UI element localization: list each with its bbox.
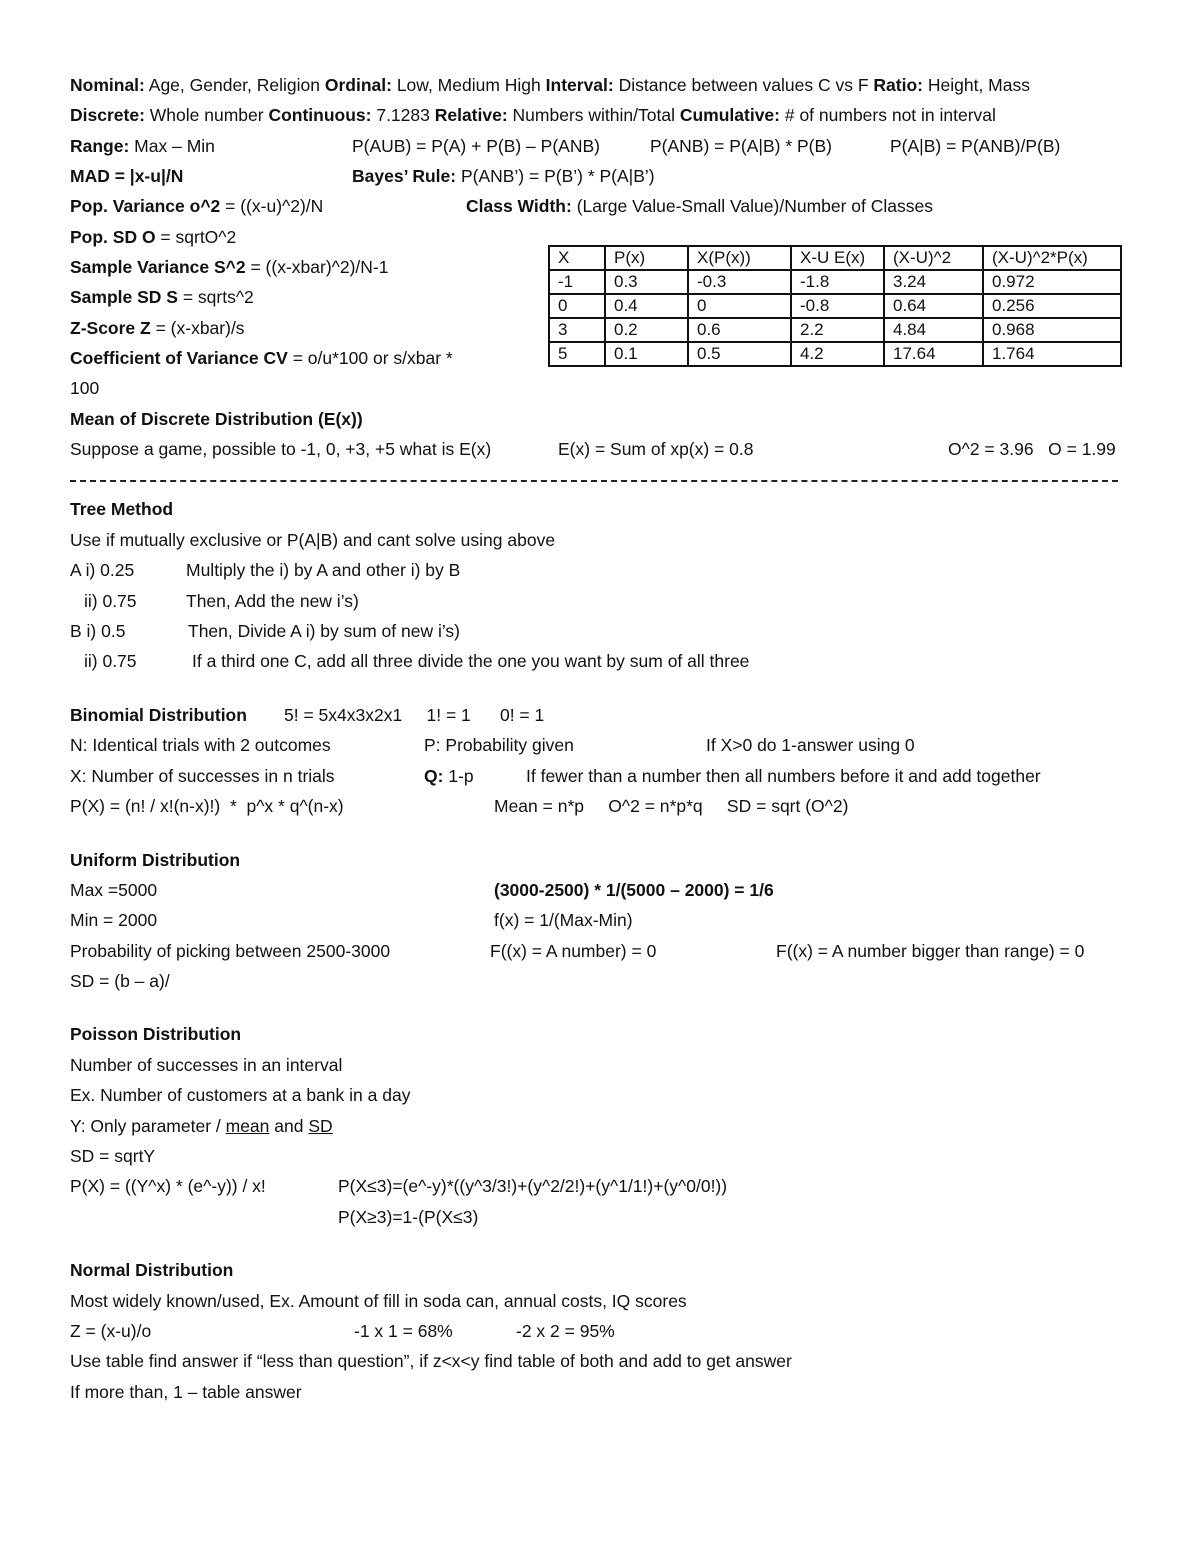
z-score-label: Z-Score Z bbox=[70, 318, 151, 338]
pop-variance-value: = ((x-u)^2)/N bbox=[220, 196, 324, 216]
pop-variance-label: Pop. Variance o^2 bbox=[70, 196, 221, 216]
table-cell: 0.972 bbox=[983, 270, 1121, 294]
poisson-ge3: P(X≥3)=1-(P(X≤3) bbox=[338, 1207, 479, 1227]
binomial-heading: Binomial Distribution bbox=[70, 705, 247, 725]
table-header-cell: P(x) bbox=[605, 246, 688, 270]
table-cell: -1 bbox=[549, 270, 605, 294]
uniform-prob: Probability of picking between 2500-3000 bbox=[70, 941, 391, 961]
binomial-x-greater-zero: If X>0 do 1-answer using 0 bbox=[706, 735, 915, 755]
uniform-fx: f(x) = 1/(Max-Min) bbox=[494, 910, 633, 930]
table-cell: -0.3 bbox=[688, 270, 791, 294]
table-cell: 1.764 bbox=[983, 342, 1121, 366]
poisson-sd: SD = sqrtY bbox=[70, 1146, 156, 1166]
poisson-mean-text: mean bbox=[225, 1116, 270, 1136]
tree-a-ii-note: Then, Add the new i’s) bbox=[186, 591, 359, 611]
table-cell: 0.4 bbox=[605, 294, 688, 318]
poisson-and-text: and bbox=[269, 1116, 309, 1136]
expected-value-table bbox=[548, 245, 1122, 367]
table-cell: 0 bbox=[549, 294, 605, 318]
binomial-n: N: Identical trials with 2 outcomes bbox=[70, 735, 331, 755]
tree-b-i: B i) 0.5 bbox=[70, 621, 126, 641]
sample-variance-label: Sample Variance S^2 bbox=[70, 257, 246, 277]
section-divider bbox=[70, 480, 1118, 482]
table-cell: 0.5 bbox=[688, 342, 791, 366]
binomial-x: X: Number of successes in n trials bbox=[70, 766, 335, 786]
types-line-2 bbox=[70, 104, 996, 126]
table-cell: 4.2 bbox=[791, 342, 884, 366]
ordinal-value: Low, Medium High bbox=[391, 75, 546, 95]
poisson-line-3 bbox=[70, 1115, 333, 1137]
normal-line-4: If more than, 1 – table answer bbox=[70, 1382, 302, 1402]
table-cell: 2.2 bbox=[791, 318, 884, 342]
table-cell: 0.2 bbox=[605, 318, 688, 342]
ratio-value: Height, Mass bbox=[923, 75, 1030, 95]
relative-value: Numbers within/Total bbox=[507, 105, 680, 125]
cv-continued: 100 bbox=[70, 378, 100, 398]
uniform-sd: SD = (b – a)/ bbox=[70, 971, 170, 991]
sample-variance bbox=[70, 256, 389, 278]
binomial-mean: Mean = n*p O^2 = n*p*q SD = sqrt (O^2) bbox=[494, 796, 849, 816]
mad-formula: MAD = |x-u|/N bbox=[70, 166, 184, 186]
bayes-value: P(ANB’) = P(B’) * P(A|B’) bbox=[456, 166, 655, 186]
cv-label: Coefficient of Variance CV bbox=[70, 348, 288, 368]
tree-a-i: A i) 0.25 bbox=[70, 560, 135, 580]
intersection-formula: P(ANB) = P(A|B) * P(B) bbox=[650, 136, 833, 156]
normal-line-3: Use table find answer if “less than question”, if z<x<y find table of both and add to get answer bbox=[70, 1351, 792, 1371]
expected-value-sum: E(x) = Sum of xp(x) = 0.8 bbox=[558, 439, 754, 459]
cumulative-label: Cumulative: bbox=[679, 105, 780, 125]
table-header-cell: X(P(x)) bbox=[688, 246, 791, 270]
normal-95: -2 x 2 = 95% bbox=[516, 1321, 615, 1341]
tree-a-ii: ii) 0.75 bbox=[84, 591, 137, 611]
cv-value: = o/u*100 or s/xbar * bbox=[287, 348, 453, 368]
binomial-p: P: Probability given bbox=[424, 735, 574, 755]
normal-z: Z = (x-u)/o bbox=[70, 1321, 152, 1341]
sample-variance-value: = ((x-xbar)^2)/N-1 bbox=[245, 257, 389, 277]
cumulative-value: # of numbers not in interval bbox=[779, 105, 996, 125]
table-cell: 0.3 bbox=[605, 270, 688, 294]
table-row bbox=[549, 318, 1121, 342]
discrete-value: Whole number bbox=[144, 105, 269, 125]
uniform-min: Min = 2000 bbox=[70, 910, 158, 930]
poisson-line-2: Ex. Number of customers at a bank in a day bbox=[70, 1085, 411, 1105]
tree-b-ii-note: If a third one C, add all three divide the one you want by sum of all three bbox=[192, 651, 750, 671]
table-cell: 3.24 bbox=[884, 270, 983, 294]
table-cell: 4.84 bbox=[884, 318, 983, 342]
normal-68: -1 x 1 = 68% bbox=[354, 1321, 453, 1341]
uniform-max: Max =5000 bbox=[70, 880, 158, 900]
table-cell: 0.64 bbox=[884, 294, 983, 318]
uniform-calc: (3000-2500) * 1/(5000 – 2000) = 1/6 bbox=[494, 880, 774, 900]
pop-sd bbox=[70, 226, 236, 248]
class-width bbox=[466, 195, 933, 217]
tree-intro: Use if mutually exclusive or P(A|B) and cant solve using above bbox=[70, 530, 556, 550]
table-cell: 0.1 bbox=[605, 342, 688, 366]
table-header-cell: X-U E(x) bbox=[791, 246, 884, 270]
normal-line-1: Most widely known/used, Ex. Amount of fill in soda can, annual costs, IQ scores bbox=[70, 1291, 687, 1311]
poisson-le3: P(X≤3)=(e^-y)*((y^3/3!)+(y^2/2!)+(y^1/1!)+(y^0/0!)) bbox=[338, 1176, 728, 1196]
suppose-game: Suppose a game, possible to -1, 0, +3, +5 what is E(x) bbox=[70, 439, 492, 459]
ratio-label: Ratio: bbox=[873, 75, 923, 95]
tree-b-ii: ii) 0.75 bbox=[84, 651, 137, 671]
range-label: Range: bbox=[70, 136, 130, 156]
mean-discrete-heading: Mean of Discrete Distribution (E(x)) bbox=[70, 409, 363, 429]
table-cell: 0 bbox=[688, 294, 791, 318]
uniform-F1: F((x) = A number) = 0 bbox=[490, 941, 657, 961]
class-width-label: Class Width: bbox=[466, 196, 572, 216]
conditional-formula: P(A|B) = P(ANB)/P(B) bbox=[890, 136, 1061, 156]
bayes-rule bbox=[352, 165, 655, 187]
binomial-q-label: Q: bbox=[424, 766, 444, 786]
tree-b-i-note: Then, Divide A i) by sum of new i’s) bbox=[188, 621, 461, 641]
variance-result: O^2 = 3.96 O = 1.99 bbox=[948, 439, 1116, 459]
binomial-formula: P(X) = (n! / x!(n-x)!) * p^x * q^(n-x) bbox=[70, 796, 344, 816]
types-line-1 bbox=[70, 74, 1030, 96]
poisson-sd-text: SD bbox=[308, 1116, 333, 1136]
union-formula: P(AUB) = P(A) + P(B) – P(ANB) bbox=[352, 136, 600, 156]
discrete-label: Discrete: bbox=[70, 105, 145, 125]
relative-label: Relative: bbox=[434, 105, 508, 125]
sample-sd bbox=[70, 286, 254, 308]
table-row bbox=[549, 270, 1121, 294]
binomial-q bbox=[424, 765, 474, 787]
table-cell: 3 bbox=[549, 318, 605, 342]
pop-sd-value: = sqrtO^2 bbox=[155, 227, 237, 247]
tree-a-i-note: Multiply the i) by A and other i) by B bbox=[186, 560, 461, 580]
table-cell: 0.6 bbox=[688, 318, 791, 342]
tree-method-heading: Tree Method bbox=[70, 499, 174, 519]
z-score bbox=[70, 317, 245, 339]
factorial-examples: 5! = 5x4x3x2x1 1! = 1 0! = 1 bbox=[284, 705, 545, 725]
poisson-param-text: Y: Only parameter / bbox=[70, 1116, 226, 1136]
binomial-fewer: If fewer than a number then all numbers before it and add together bbox=[526, 766, 1041, 786]
continuous-value: 7.1283 bbox=[371, 105, 435, 125]
nominal-label: Nominal: bbox=[70, 75, 145, 95]
table-cell: 17.64 bbox=[884, 342, 983, 366]
table-cell: -1.8 bbox=[791, 270, 884, 294]
range-formula bbox=[70, 135, 215, 157]
sample-sd-value: = sqrts^2 bbox=[177, 287, 254, 307]
coefficient-of-variance bbox=[70, 347, 453, 369]
poisson-line-1: Number of successes in an interval bbox=[70, 1055, 343, 1075]
pop-sd-label: Pop. SD O bbox=[70, 227, 156, 247]
table-cell: 0.256 bbox=[983, 294, 1121, 318]
interval-value: Distance between values C vs F bbox=[613, 75, 874, 95]
nominal-value: Age, Gender, Religion bbox=[144, 75, 325, 95]
uniform-F2: F((x) = A number bigger than range) = 0 bbox=[776, 941, 1085, 961]
table-header-cell: (X-U)^2 bbox=[884, 246, 983, 270]
binomial-q-value: 1-p bbox=[443, 766, 474, 786]
interval-label: Interval: bbox=[545, 75, 614, 95]
pop-variance bbox=[70, 195, 323, 217]
z-score-value: = (x-xbar)/s bbox=[150, 318, 245, 338]
poisson-heading: Poisson Distribution bbox=[70, 1024, 242, 1044]
table-header-row bbox=[549, 246, 1121, 270]
bayes-label: Bayes’ Rule: bbox=[352, 166, 457, 186]
table-cell: -0.8 bbox=[791, 294, 884, 318]
uniform-heading: Uniform Distribution bbox=[70, 850, 241, 870]
table-header-cell: (X-U)^2*P(x) bbox=[983, 246, 1121, 270]
poisson-formula: P(X) = ((Y^x) * (e^-y)) / x! bbox=[70, 1176, 266, 1196]
ordinal-label: Ordinal: bbox=[324, 75, 392, 95]
table-cell: 0.968 bbox=[983, 318, 1121, 342]
table-cell: 5 bbox=[549, 342, 605, 366]
table-header-cell: X bbox=[549, 246, 605, 270]
range-value: Max – Min bbox=[129, 136, 215, 156]
continuous-label: Continuous: bbox=[268, 105, 372, 125]
table-row bbox=[549, 294, 1121, 318]
sample-sd-label: Sample SD S bbox=[70, 287, 178, 307]
normal-heading: Normal Distribution bbox=[70, 1260, 234, 1280]
class-width-value: (Large Value-Small Value)/Number of Classes bbox=[571, 196, 933, 216]
table-row bbox=[549, 342, 1121, 366]
